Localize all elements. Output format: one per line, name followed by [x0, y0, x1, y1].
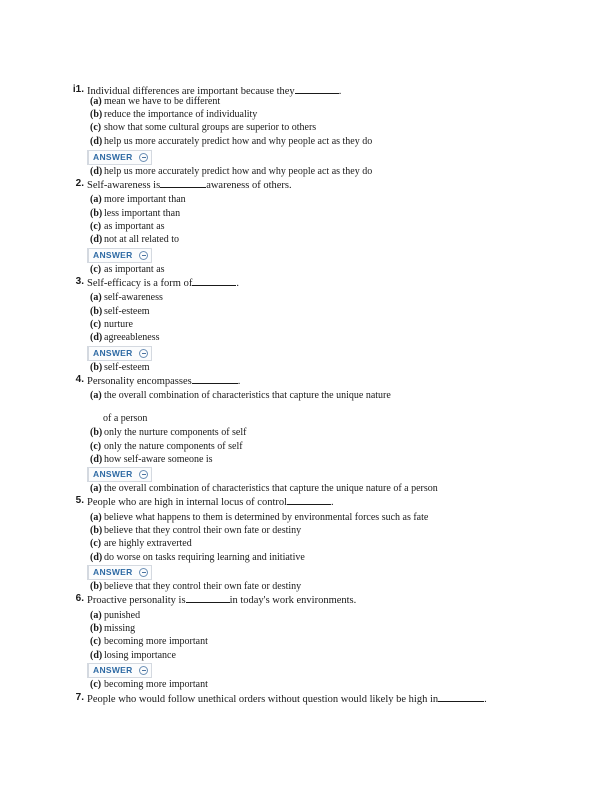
option-a: (a) more important than	[90, 194, 186, 205]
answer-toggle-button[interactable]: ANSWER	[87, 248, 152, 263]
answer-toggle-button[interactable]: ANSWER	[87, 346, 152, 361]
option-c: (c) show that some cultural groups are superior to others	[90, 122, 317, 133]
revealed-answer: (b) self-esteem	[90, 362, 150, 373]
revealed-answer: (b) believe that they control their own fate or destiny	[90, 581, 302, 592]
option-d: (d) not at all related to	[90, 234, 179, 245]
option-c: (c) only the nature components of self	[90, 441, 243, 452]
option-b: (b) self-esteem	[90, 306, 150, 317]
option-c: (c) nurture	[90, 319, 133, 330]
answer-toggle-button[interactable]: ANSWER	[87, 663, 152, 678]
answer-blank	[186, 593, 230, 603]
collapse-circle-icon	[139, 666, 148, 675]
question-number: i1.	[72, 84, 84, 95]
option-b: (b) less important than	[90, 208, 181, 219]
answer-toggle-button[interactable]: ANSWER	[87, 565, 152, 580]
option-b: (b) reduce the importance of individuality	[90, 109, 258, 120]
option-a: (a) self-awareness	[90, 292, 163, 303]
question-number: 5.	[75, 495, 84, 506]
collapse-circle-icon	[139, 349, 148, 358]
option-d: (d) do worse on tasks requiring learning and initiative	[90, 552, 305, 563]
answer-blank	[438, 692, 484, 702]
answer-blank	[287, 495, 331, 505]
option-a: (a) mean we have to be different	[90, 96, 221, 107]
collapse-circle-icon	[139, 153, 148, 162]
option-a: (a) punished	[90, 610, 141, 621]
revealed-answer: (c) as important as	[90, 264, 165, 275]
option-d: (d) help us more accurately predict how and why people act as they do	[90, 136, 373, 147]
option-c: (c) as important as	[90, 221, 165, 232]
collapse-circle-icon	[139, 251, 148, 260]
question-text: Self-awareness is awareness of others.	[87, 180, 292, 191]
question-number: 2.	[75, 178, 84, 189]
option-d: (d) agreeableness	[90, 332, 160, 343]
option-a: (a) the overall combination of characteristics that capture the unique nature	[90, 390, 391, 401]
answer-blank	[160, 178, 206, 188]
answer-blank	[192, 374, 238, 384]
answer-toggle-button[interactable]: ANSWER	[87, 467, 152, 482]
option-b: (b) only the nurture components of self	[90, 427, 247, 438]
question-text: Self-efficacy is a form of .	[87, 278, 239, 289]
option-c: (c) are highly extraverted	[90, 538, 192, 549]
question-text: Personality encompasses .	[87, 376, 241, 387]
option-b: (b) believe that they control their own fate or destiny	[90, 525, 302, 536]
revealed-answer: (d) help us more accurately predict how and why people act as they do	[90, 166, 373, 177]
question-text: People who would follow unethical orders without question would likely be high in .	[87, 694, 487, 705]
question-number: 4.	[75, 374, 84, 385]
question-text: Individual differences are important because they .	[87, 86, 342, 97]
option-d: (d) losing importance	[90, 650, 176, 661]
question-text: Proactive personality is in today's work environments.	[87, 595, 357, 606]
question-number: 3.	[75, 276, 84, 287]
answer-blank	[295, 84, 339, 94]
option-b: (b) missing	[90, 623, 136, 634]
answer-toggle-button[interactable]: ANSWER	[87, 150, 152, 165]
option-a: (a) believe what happens to them is determined by environmental forces such as fate	[90, 512, 429, 523]
question-number: 7.	[75, 692, 84, 703]
option-c: (c) becoming more important	[90, 636, 208, 647]
collapse-circle-icon	[139, 470, 148, 479]
option-a-continuation: of a person	[103, 413, 148, 424]
revealed-answer: (a) the overall combination of characteristics that capture the unique nature of a person	[90, 483, 438, 494]
collapse-circle-icon	[139, 568, 148, 577]
question-number: 6.	[75, 593, 84, 604]
revealed-answer: (c) becoming more important	[90, 679, 208, 690]
option-d: (d) how self-aware someone is	[90, 454, 213, 465]
question-text: People who are high in internal locus of control .	[87, 497, 334, 508]
answer-blank	[192, 276, 236, 286]
